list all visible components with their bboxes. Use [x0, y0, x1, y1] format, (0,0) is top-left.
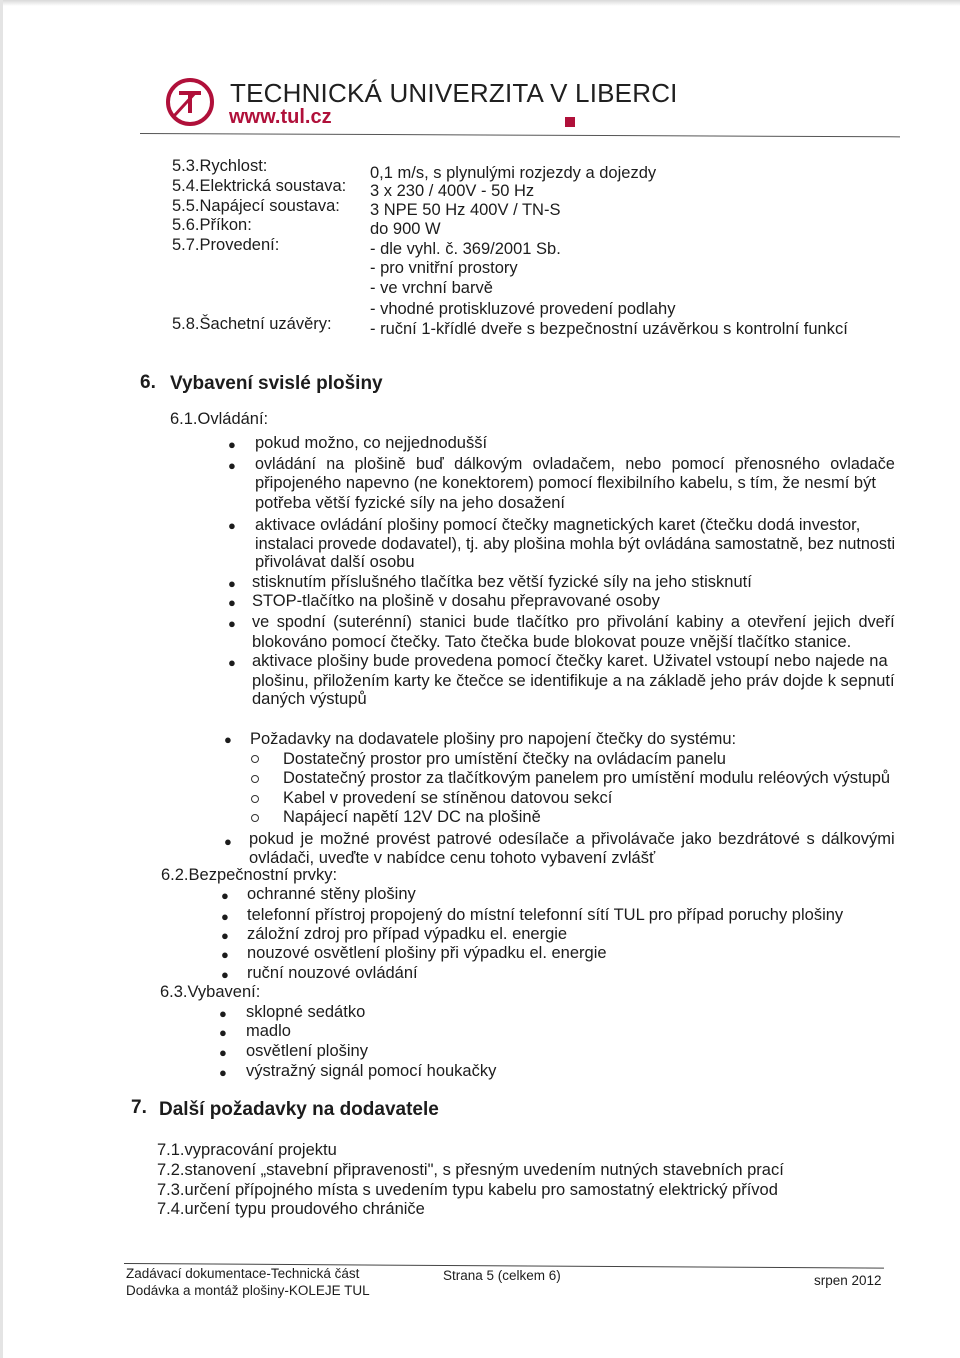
sub-list-item: Kabel v provedení se stíněnou datovou sekcí: [283, 789, 613, 807]
university-name: TECHNICKÁ UNIVERZITA V LIBERCI: [230, 78, 678, 108]
list-item: aktivace ovládání plošiny pomocí čtečky magnetických karet (čtečku dodá investor,: [255, 516, 861, 534]
list-item-continued: daných výstupů: [252, 690, 367, 708]
bullet: ●: [224, 732, 232, 747]
spec-label: 5.6.Příkon:: [172, 216, 252, 234]
bullet: ●: [228, 437, 236, 452]
spec-value: - dle vyhl. č. 369/2001 Sb.: [370, 240, 561, 258]
spec-value: - ruční 1-křídlé dveře s bezpečnostní uzávěrkou s kontrolní funkcí: [370, 320, 848, 338]
list-item: výstražný signál pomocí houkačky: [246, 1062, 497, 1080]
list-item: sklopné sedátko: [246, 1003, 366, 1021]
bullet: ●: [228, 458, 236, 473]
header-rule: [140, 133, 900, 137]
bullet: ●: [228, 576, 236, 591]
tul-logo: [166, 78, 214, 126]
spec-value: 3 NPE 50 Hz 400V / TN-S: [370, 201, 561, 219]
spec-label: 5.4.Elektrická soustava:: [172, 177, 347, 195]
bullet: ●: [221, 909, 229, 924]
footer-document-title: Zadávací dokumentace-Technická část: [126, 1266, 360, 1281]
list-item: telefonní přístroj propojený do místní telefonní sítí TUL pro případ poruchy plošiny: [247, 906, 844, 924]
list-item: nouzové osvětlení plošiny při výpadku el. energie: [247, 944, 607, 962]
spec-label: 5.8.Šachetní uzávěry:: [172, 315, 332, 333]
list-item: STOP-tlačítko na plošině v dosahu přepravované osoby: [252, 592, 660, 610]
footer-document-subtitle: Dodávka a montáž plošiny-KOLEJE TUL: [126, 1283, 370, 1298]
list-item: ve spodní (suterénní) stanici bude tlačítko pro přivolání kabiny a otevření jejich dveří: [252, 613, 895, 631]
list-item: ochranné stěny plošiny: [247, 885, 416, 903]
list-item-continued: blokováno pomocí čtečky. Tato čtečka bude blokovat pouze vnější tlačítko stanice.: [252, 633, 852, 651]
list-item: ovládání na plošině buď dálkovým ovladačem, nebo pomocí přenosného ovladače: [255, 455, 895, 473]
bullet: ●: [219, 1045, 227, 1060]
scan-edge: [0, 0, 960, 6]
bullet: ●: [221, 928, 229, 943]
bullet: ●: [219, 1065, 227, 1080]
spec-label: 5.7.Provedení:: [172, 236, 280, 254]
list-item: aktivace plošiny bude provedena pomocí čtečky karet. Uživatel vstoupí nebo najede na: [252, 652, 888, 670]
list-item-continued: ovládači, uveďte v nabídce cenu tohoto vybavení zvlášť: [249, 849, 656, 867]
footer-page-number: Strana 5 (celkem 6): [443, 1268, 561, 1283]
bullet: ●: [228, 518, 236, 533]
section-number: 6.: [140, 372, 156, 393]
section-title: Další požadavky na dodavatele: [159, 1099, 439, 1120]
list-item-continued: plošinu, přiložením karty ke čtečce se identifikuje a na základě jeho práv dojde k sepnutí: [252, 672, 895, 690]
list-item: záložní zdroj pro případ výpadku el. energie: [247, 925, 568, 943]
sub-bullet: [251, 775, 259, 783]
list-item: pokud je možné provést patrové odesílače a přivolávače jako bezdrátové s dálkovými: [249, 830, 895, 848]
bullet: ●: [228, 655, 236, 670]
sub-bullet: [251, 814, 259, 822]
spec-value: - vhodné protiskluzové provedení podlahy: [370, 300, 676, 318]
spec-value: 3 x 230 / 400V - 50 Hz: [370, 182, 535, 200]
header-accent-square: [565, 117, 575, 127]
list-item-continued: potřeba větší fyzické síly na jeho dosažení: [255, 494, 566, 512]
bullet: ●: [221, 888, 229, 903]
list-item: osvětlení plošiny: [246, 1042, 368, 1060]
list-item: madlo: [246, 1022, 291, 1040]
university-website: www.tul.cz: [229, 106, 332, 128]
list-item: Požadavky na dodavatele plošiny pro napojení čtečky do systému:: [250, 730, 737, 748]
bullet: ●: [228, 616, 236, 631]
list-item: 7.3.určení přípojného místa s uvedením typu kabelu pro samostatný elektrický přívod: [157, 1181, 778, 1199]
spec-value: do 900 W: [370, 220, 441, 238]
spec-value: - ve vrchní barvě: [370, 279, 493, 297]
list-item-continued: připojeného napevno (ne konektorem) pomocí flexibilního kabelu, s tím, že nesmí být: [255, 474, 876, 492]
subsection-heading: 6.1.Ovládání:: [170, 410, 269, 428]
list-item: stisknutím příslušného tlačítka bez větší fyzické síly na jeho stisknutí: [252, 573, 752, 591]
subsection-heading: 6.3.Vybavení:: [160, 983, 261, 1001]
spec-value: 0,1 m/s, s plynulými rozjezdy a dojezdy: [370, 164, 657, 182]
bullet: ●: [221, 947, 229, 962]
list-item: 7.4.určení typu proudového chrániče: [157, 1200, 425, 1218]
bullet: ●: [219, 1025, 227, 1040]
sub-list-item: Napájecí napětí 12V DC na plošině: [283, 808, 541, 826]
section-number: 7.: [131, 1097, 147, 1118]
spec-label: 5.3.Rychlost:: [172, 157, 268, 175]
list-item-continued: přivolávat další osobu: [255, 553, 415, 571]
list-item: 7.1.vypracování projektu: [157, 1141, 337, 1159]
sub-bullet: [251, 755, 259, 763]
list-item: 7.2.stanovení „stavební připravenosti", s přesným uvedením nutných stavebních prací: [157, 1161, 784, 1179]
bullet: ●: [219, 1006, 227, 1021]
footer-date: srpen 2012: [814, 1273, 882, 1288]
spec-label: 5.5.Napájecí soustava:: [172, 197, 340, 215]
list-item: pokud možno, co nejjednodušší: [255, 434, 488, 452]
bullet: ●: [221, 967, 229, 982]
list-item-continued: instalaci provede dodavatel), tj. aby plošina mohla být ovládána samostatně, bez nutnosti: [255, 535, 896, 553]
subsection-heading: 6.2.Bezpečnostní prvky:: [161, 866, 338, 884]
list-item: ruční nouzové ovládání: [247, 964, 418, 982]
section-title: Vybavení svislé plošiny: [170, 373, 383, 394]
sub-list-item: Dostatečný prostor pro umístění čtečky na ovládacím panelu: [283, 750, 726, 768]
scan-edge-left: [0, 0, 3, 1358]
bullet: ●: [228, 595, 236, 610]
spec-value: - pro vnitřní prostory: [370, 259, 518, 277]
bullet: ●: [224, 834, 232, 849]
sub-bullet: [251, 795, 259, 803]
sub-list-item: Dostatečný prostor za tlačítkovým panelem pro umístění modulu reléových výstupů: [283, 769, 891, 787]
